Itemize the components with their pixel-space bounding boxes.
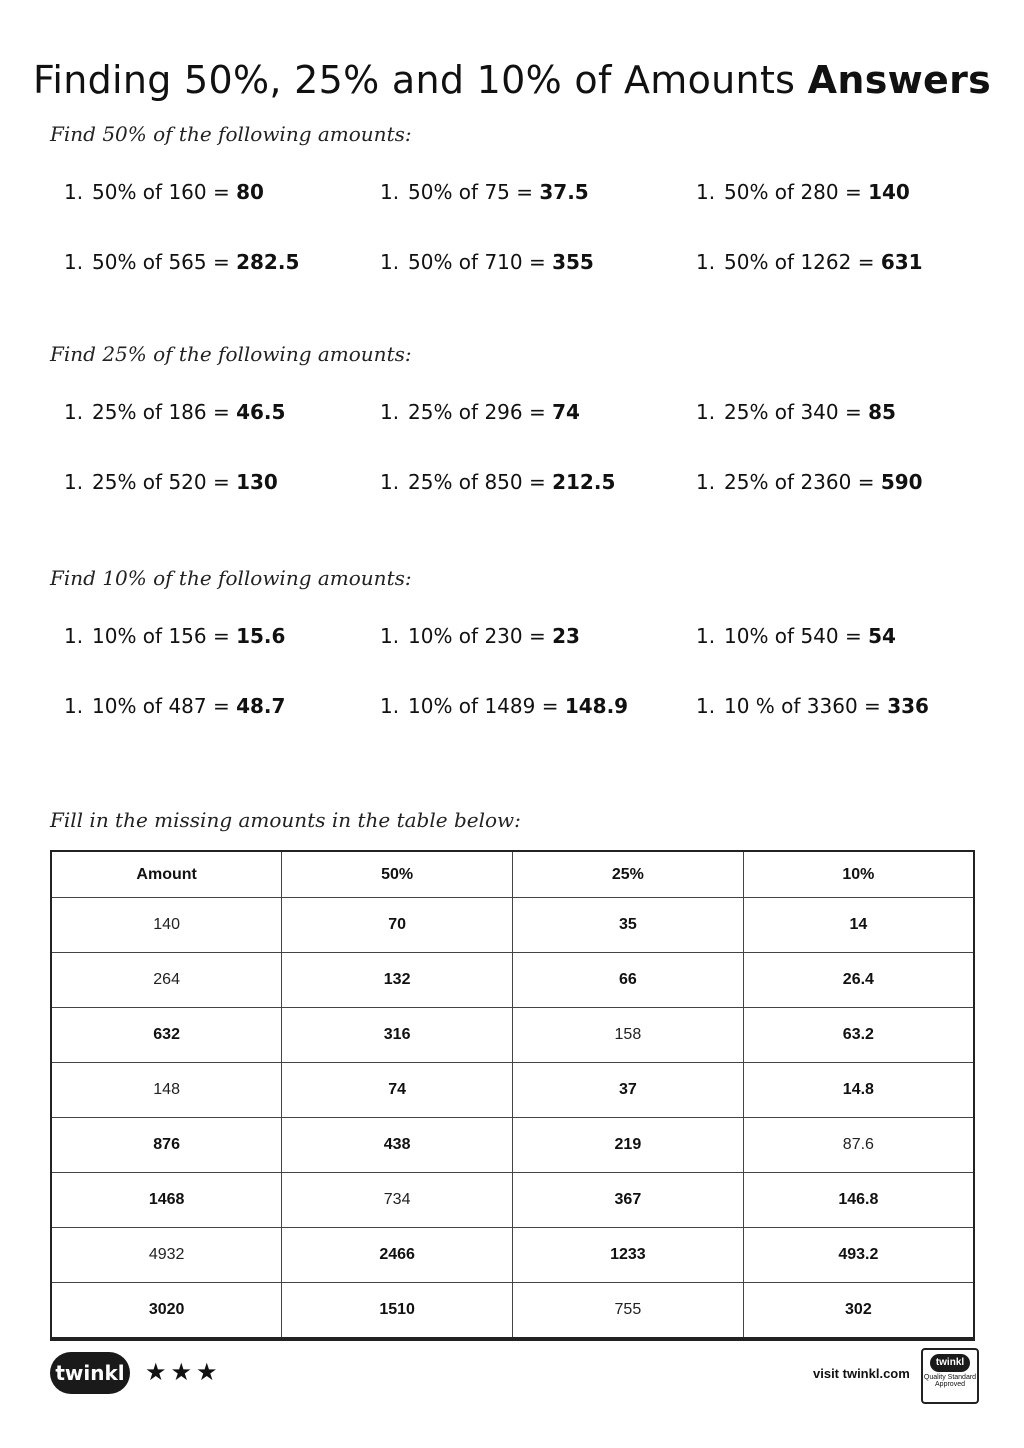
question-text: 25% of 296 = xyxy=(408,400,546,424)
question-item xyxy=(380,470,615,494)
table-cell-answer: 876 xyxy=(51,1118,282,1173)
question-answer: 23 xyxy=(552,624,580,648)
question-text: 50% of 1262 = xyxy=(724,250,875,274)
question-item xyxy=(696,694,929,718)
question-item xyxy=(64,400,285,424)
table-row xyxy=(51,1228,974,1283)
table-cell-given: 148 xyxy=(51,1063,282,1118)
question-text: 50% of 565 = xyxy=(92,250,230,274)
question-answer: 130 xyxy=(236,470,278,494)
column-header-25: 25% xyxy=(513,851,744,898)
question-text: 25% of 850 = xyxy=(408,470,546,494)
question-answer: 48.7 xyxy=(236,694,286,718)
section-heading: Find 25% of the following amounts: xyxy=(50,342,412,366)
table-row xyxy=(51,1063,974,1118)
question-text: 50% of 160 = xyxy=(92,180,230,204)
question-number: 1. xyxy=(696,400,716,424)
title-main: Finding 50%, 25% and 10% of Amounts xyxy=(32,58,796,102)
twinkl-logo: twinkl xyxy=(50,1352,130,1394)
question-item xyxy=(696,180,910,204)
question-number: 1. xyxy=(696,624,716,648)
answers-table xyxy=(50,850,975,1339)
table-cell-given: 755 xyxy=(513,1283,744,1339)
table-cell-answer: 367 xyxy=(513,1173,744,1228)
question-item xyxy=(696,400,896,424)
table-cell-answer: 493.2 xyxy=(743,1228,974,1283)
question-item xyxy=(64,250,299,274)
question-text: 10% of 540 = xyxy=(724,624,862,648)
table-cell-answer: 1233 xyxy=(513,1228,744,1283)
question-text: 25% of 520 = xyxy=(92,470,230,494)
question-number: 1. xyxy=(64,250,84,274)
table-heading: Fill in the missing amounts in the table below: xyxy=(50,808,521,832)
table-row xyxy=(51,898,974,953)
table-cell-answer: 66 xyxy=(513,953,744,1008)
question-item xyxy=(64,694,285,718)
question-text: 10% of 230 = xyxy=(408,624,546,648)
question-answer: 85 xyxy=(868,400,896,424)
table-cell-answer: 146.8 xyxy=(743,1173,974,1228)
section-heading: Find 10% of the following amounts: xyxy=(50,566,412,590)
question-number: 1. xyxy=(64,694,84,718)
question-item xyxy=(696,250,923,274)
question-answer: 74 xyxy=(552,400,580,424)
question-item xyxy=(64,470,278,494)
table-cell-answer: 219 xyxy=(513,1118,744,1173)
table-cell-answer: 70 xyxy=(282,898,513,953)
question-item xyxy=(380,400,580,424)
table-cell-answer: 302 xyxy=(743,1283,974,1339)
question-answer: 282.5 xyxy=(236,250,300,274)
question-answer: 54 xyxy=(868,624,896,648)
question-text: 10% of 156 = xyxy=(92,624,230,648)
question-text: 10% of 1489 = xyxy=(408,694,559,718)
question-item xyxy=(64,624,285,648)
question-answer: 355 xyxy=(552,250,594,274)
table-cell-answer: 1510 xyxy=(282,1283,513,1339)
table-cell-given: 140 xyxy=(51,898,282,953)
page-title xyxy=(0,58,1024,102)
column-header-amount: Amount xyxy=(51,851,282,898)
question-number: 1. xyxy=(380,250,400,274)
badge-text: Quality Standard Approved xyxy=(923,1374,977,1388)
question-number: 1. xyxy=(380,694,400,718)
table-header-row xyxy=(51,851,974,898)
table-cell-answer: 438 xyxy=(282,1118,513,1173)
question-item xyxy=(696,624,896,648)
question-item xyxy=(64,180,264,204)
table-cell-answer: 1468 xyxy=(51,1173,282,1228)
question-text: 25% of 186 = xyxy=(92,400,230,424)
table-row xyxy=(51,1118,974,1173)
table-row xyxy=(51,1283,974,1339)
table-cell-answer: 2466 xyxy=(282,1228,513,1283)
table-cell-answer: 37 xyxy=(513,1063,744,1118)
question-number: 1. xyxy=(64,400,84,424)
question-text: 10% of 487 = xyxy=(92,694,230,718)
question-answer: 631 xyxy=(880,250,923,274)
table-cell-answer: 63.2 xyxy=(743,1008,974,1063)
question-number: 1. xyxy=(696,470,716,494)
table-cell-answer: 3020 xyxy=(51,1283,282,1339)
question-number: 1. xyxy=(380,180,400,204)
table-cell-answer: 14.8 xyxy=(743,1063,974,1118)
question-answer: 80 xyxy=(236,180,264,204)
column-header-50: 50% xyxy=(282,851,513,898)
table-cell-given: 734 xyxy=(282,1173,513,1228)
question-answer: 15.6 xyxy=(236,624,286,648)
table-cell-answer: 35 xyxy=(513,898,744,953)
question-number: 1. xyxy=(64,470,84,494)
star-rating-icon: ★★★ xyxy=(145,1358,222,1386)
table-cell-given: 4932 xyxy=(51,1228,282,1283)
table-cell-answer: 14 xyxy=(743,898,974,953)
question-answer: 148.9 xyxy=(564,694,629,718)
badge-logo: twinkl xyxy=(930,1354,970,1372)
table-cell-answer: 316 xyxy=(282,1008,513,1063)
question-item xyxy=(380,180,589,204)
question-number: 1. xyxy=(380,470,400,494)
question-text: 50% of 710 = xyxy=(408,250,546,274)
question-number: 1. xyxy=(64,624,84,648)
table-cell-given: 158 xyxy=(513,1008,744,1063)
question-answer: 140 xyxy=(868,180,910,204)
title-bold: Answers xyxy=(807,58,992,102)
table-row xyxy=(51,1173,974,1228)
question-item xyxy=(696,470,923,494)
question-text: 25% of 340 = xyxy=(724,400,862,424)
question-answer: 46.5 xyxy=(236,400,286,424)
question-text: 50% of 280 = xyxy=(724,180,862,204)
question-number: 1. xyxy=(696,250,716,274)
question-answer: 212.5 xyxy=(552,470,616,494)
table-cell-answer: 632 xyxy=(51,1008,282,1063)
question-item xyxy=(380,694,628,718)
question-text: 25% of 2360 = xyxy=(724,470,875,494)
visit-link[interactable]: visit twinkl.com xyxy=(813,1366,910,1381)
question-number: 1. xyxy=(696,694,716,718)
question-answer: 37.5 xyxy=(539,180,589,204)
question-item xyxy=(380,250,594,274)
column-header-10: 10% xyxy=(743,851,974,898)
question-answer: 336 xyxy=(887,694,929,718)
question-number: 1. xyxy=(380,624,400,648)
section-heading: Find 50% of the following amounts: xyxy=(50,122,412,146)
question-text: 10 % of 3360 = xyxy=(724,694,881,718)
table-row xyxy=(51,1008,974,1063)
question-answer: 590 xyxy=(880,470,923,494)
table-cell-given: 87.6 xyxy=(743,1118,974,1173)
table-cell-answer: 74 xyxy=(282,1063,513,1118)
table-row xyxy=(51,953,974,1008)
table-cell-answer: 132 xyxy=(282,953,513,1008)
question-number: 1. xyxy=(696,180,716,204)
question-item xyxy=(380,624,580,648)
question-number: 1. xyxy=(64,180,84,204)
table-cell-answer: 26.4 xyxy=(743,953,974,1008)
footer-divider xyxy=(50,1338,975,1341)
table-cell-given: 264 xyxy=(51,953,282,1008)
question-text: 50% of 75 = xyxy=(408,180,534,204)
question-number: 1. xyxy=(380,400,400,424)
quality-badge-icon xyxy=(921,1348,979,1404)
